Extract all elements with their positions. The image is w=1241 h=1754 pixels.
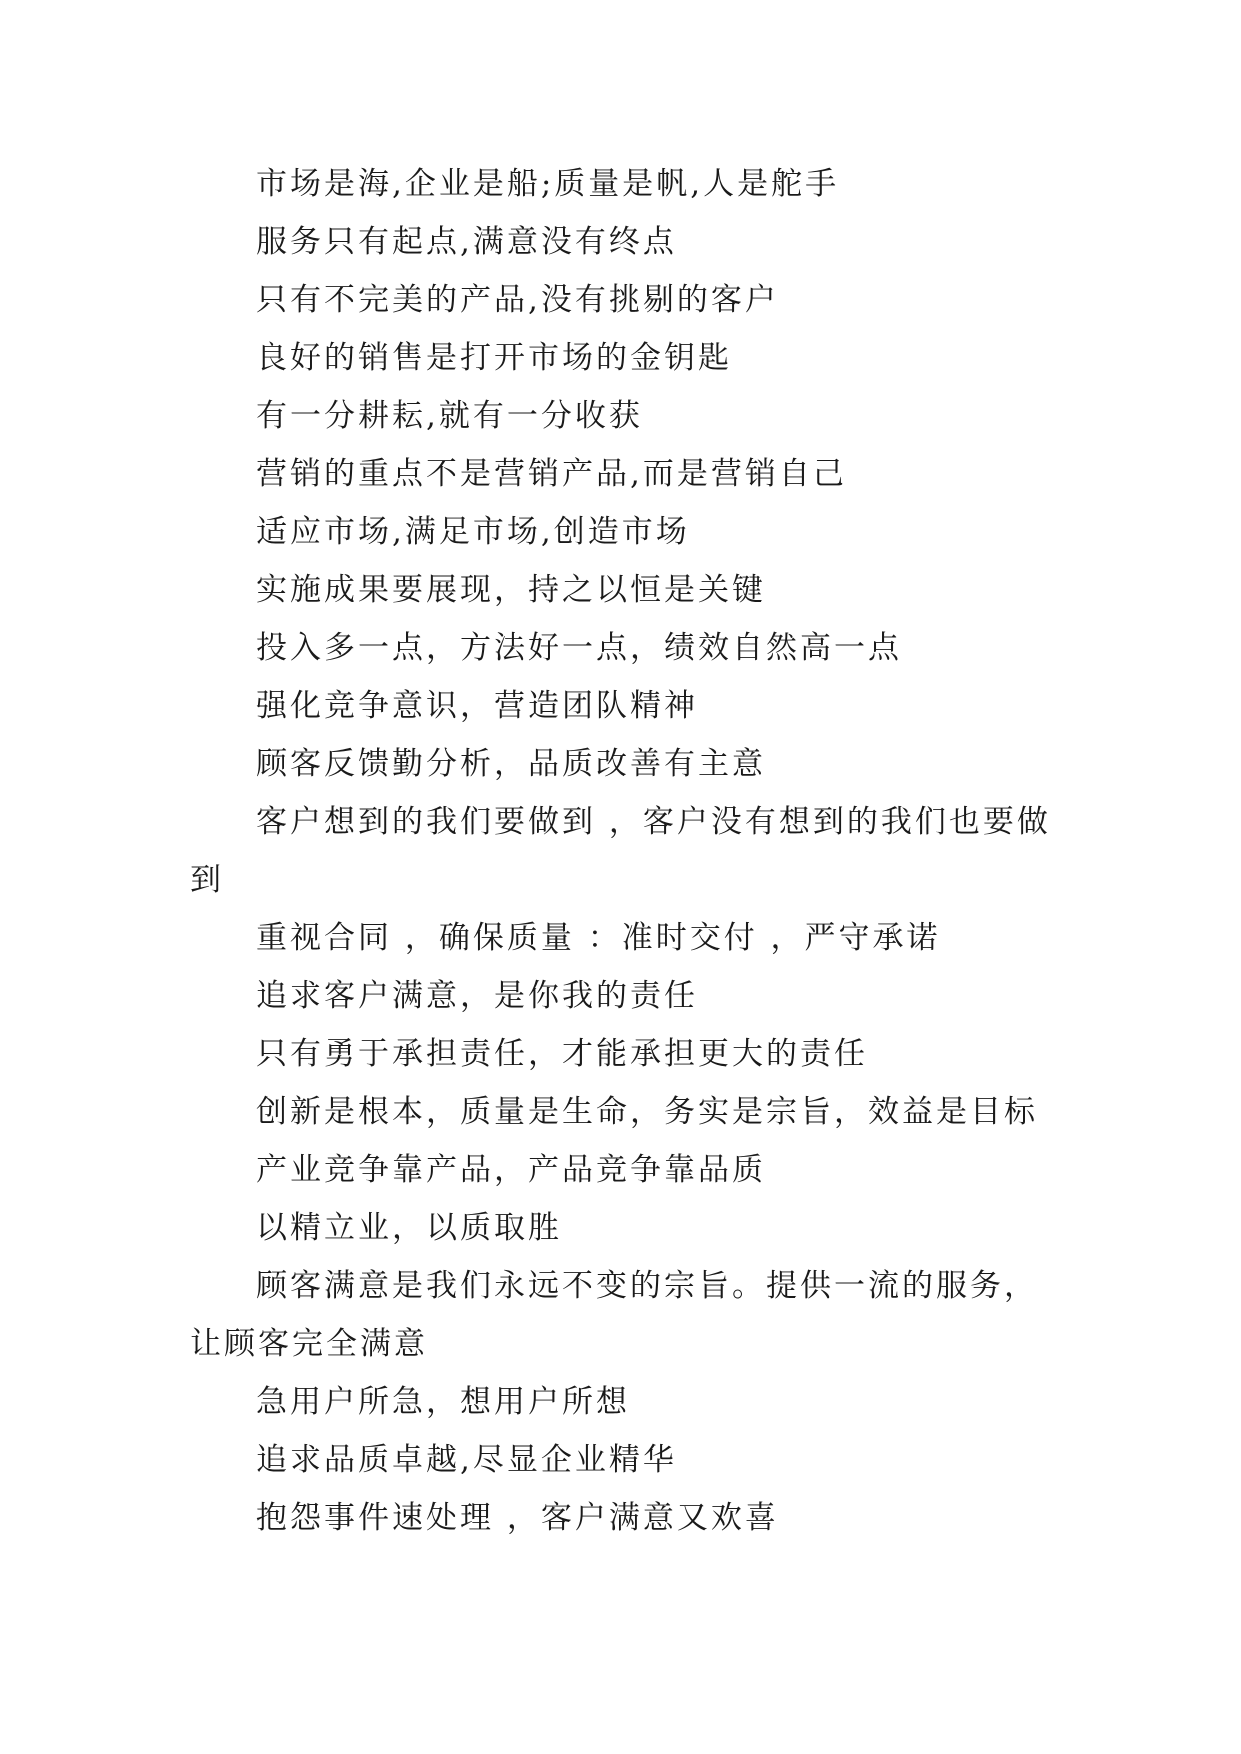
- slogan-line: 追求客户满意，是你我的责任: [256, 978, 698, 1014]
- slogan-line: 只有不完美的产品,没有挑剔的客户: [256, 282, 779, 318]
- slogan-line: 抱怨事件速处理 ，客户满意又欢喜: [256, 1500, 779, 1536]
- document-body: [190, 155, 1070, 1547]
- slogan-line: 投入多一点，方法好一点，绩效自然高一点: [256, 630, 902, 666]
- slogan-line: 以精立业，以质取胜: [256, 1210, 562, 1246]
- slogan-line: 良好的销售是打开市场的金钥匙: [256, 340, 732, 376]
- slogan-line: 强化竞争意识，营造团队精神: [256, 688, 698, 724]
- slogan-line: 市场是海,企业是船;质量是帆,人是舵手: [256, 166, 840, 202]
- slogan-line: 实施成果要展现，持之以恒是关键: [256, 572, 766, 608]
- slogan-line: 适应市场,满足市场,创造市场: [256, 514, 690, 550]
- slogan-line: 客户想到的我们要做到 ，客户没有想到的我们也要做到: [190, 804, 1051, 898]
- slogan-line: 产业竞争靠产品，产品竞争靠品质: [256, 1152, 766, 1188]
- slogan-line: 营销的重点不是营销产品,而是营销自己: [256, 456, 847, 492]
- slogan-line: 急用户所急，想用户所想: [256, 1384, 630, 1420]
- slogan-line: 顾客反馈勤分析，品质改善有主意: [256, 746, 766, 782]
- slogan-line: 有一分耕耘,就有一分收获: [256, 398, 643, 434]
- slogan-line: 服务只有起点,满意没有终点: [256, 224, 677, 260]
- slogan-line: 重视合同 ，确保质量 ：准时交付 ，严守承诺: [256, 920, 941, 956]
- slogan-line: 顾客满意是我们永远不变的宗旨。提供一流的服务，让顾客完全满意: [190, 1268, 1038, 1362]
- slogan-line: 只有勇于承担责任，才能承担更大的责任: [256, 1036, 868, 1072]
- slogan-line: 追求品质卓越,尽显企业精华: [256, 1442, 677, 1478]
- slogan-line: 创新是根本，质量是生命，务实是宗旨，效益是目标: [256, 1094, 1038, 1130]
